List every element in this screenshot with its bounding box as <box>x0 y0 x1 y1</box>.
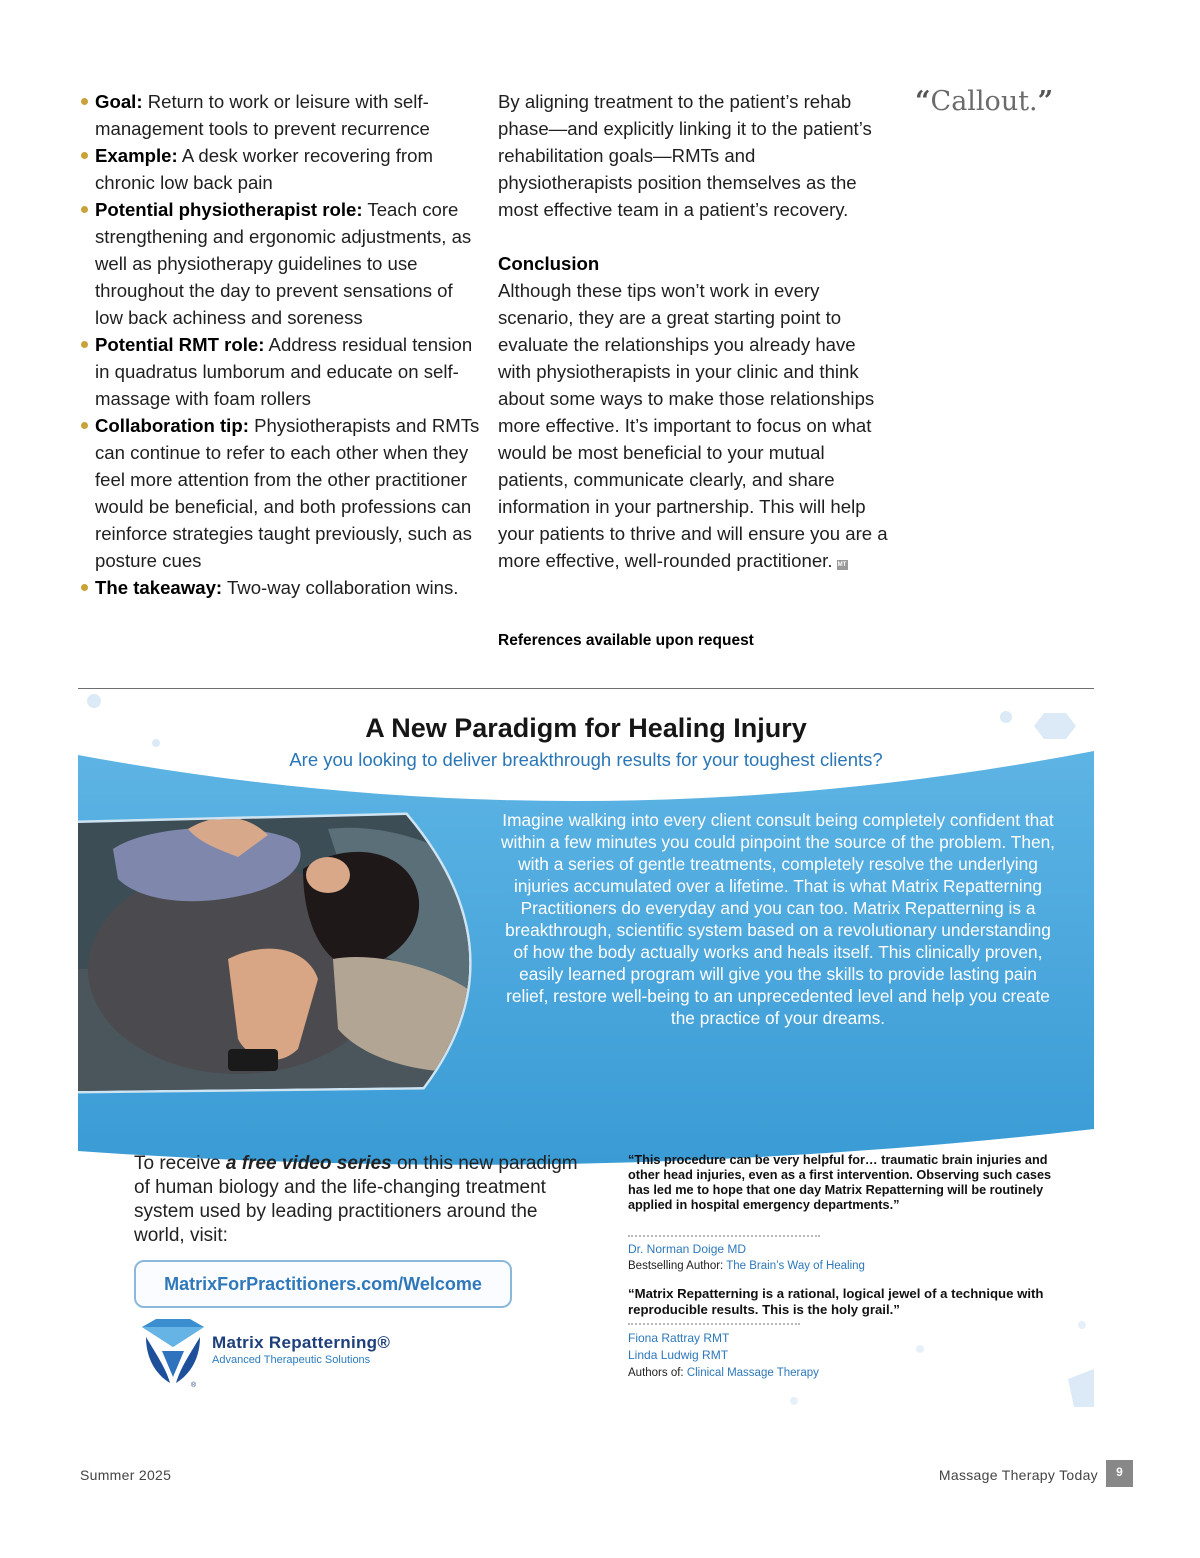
cta-prefix: To receive <box>134 1153 226 1174</box>
footer-publication: Massage Therapy Today <box>938 1467 1098 1483</box>
ad-brand-name: Matrix Repatterning® <box>212 1333 391 1352</box>
cta-suffix: on this new paradigm of human biology and the life-changing treatment system used by leading practitioners around the world, visit: <box>134 1153 578 1246</box>
ad-cta <box>134 1152 584 1248</box>
conclusion-heading: Conclusion <box>498 253 600 274</box>
list-item <box>80 574 480 601</box>
bullet-list <box>80 88 480 601</box>
cta-emphasis: a free video series <box>225 1153 392 1174</box>
list-item-text: Teach core strengthening and ergonomic adjustments, as well as physiotherapy guidelines to use throughout the day to prevent sensations of low back achiness and soreness <box>95 199 472 328</box>
registered-mark: ® <box>191 1382 197 1389</box>
ad-photo <box>78 809 548 1099</box>
list-item-text: Two-way collaboration wins. <box>222 577 459 598</box>
testimonial-authors <box>628 1330 729 1364</box>
references-note: References available upon request <box>498 632 754 649</box>
testimonial-author: Fiona Rattray RMT <box>628 1331 730 1345</box>
testimonial-role <box>628 1367 819 1379</box>
book-title: The Brain’s Way of Healing <box>726 1260 865 1272</box>
list-item-text: Return to work or leisure with self-management tools to prevent recurrence <box>95 91 430 139</box>
list-item-term: Example: <box>95 145 178 166</box>
conclusion-text: Although these tips won’t work in every scenario, they are a great starting point to evaluate the relationships you already have with physiotherapists in your clinic and think about some ways to make those relationships more effective. It’s important to focus on what would be most beneficial to your mutual patients, communicate clearly, and share information in your partnership. This will help your patients to thrive and will ensure you are a more effective, well-rounded practitioner. <box>498 280 888 571</box>
close-quote-icon: ” <box>1037 86 1054 117</box>
end-mark-icon: MT <box>837 562 847 568</box>
list-item-term: The takeaway: <box>95 577 223 598</box>
testimonial-role <box>628 1260 865 1272</box>
list-item <box>80 196 480 331</box>
ad-brand-tagline: Advanced Therapeutic Solutions <box>212 1354 371 1366</box>
open-quote-icon: “ <box>915 86 931 117</box>
left-column <box>80 88 480 601</box>
list-item-term: Collaboration tip: <box>95 415 249 436</box>
intro-paragraph: By aligning treatment to the patient’s rehab phase—and explicitly linking it to the patient’s rehabilitation goals—RMTs and physiotherapists position themselves as the most effective team in a patient’s recovery. <box>498 91 872 220</box>
role-label: Authors of: <box>628 1367 687 1379</box>
middle-column <box>498 88 890 574</box>
list-item-text: Address residual tension in quadratus lumborum and educate on self-massage with foam rollers <box>95 334 473 409</box>
list-item <box>80 88 480 142</box>
page-number: 9 <box>1106 1460 1133 1487</box>
list-item-term: Potential RMT role: <box>95 334 265 355</box>
testimonial-quote: “This procedure can be very helpful for… traumatic brain injuries and other head injuries, even as a first intervention. Observing such cases has led me to hope that one day Matrix Repatterning will be routinely applied in hospital emergency departments.” <box>628 1153 1052 1212</box>
list-item-term: Potential physiotherapist role: <box>95 199 363 220</box>
book-title: Clinical Massage Therapy <box>686 1367 819 1379</box>
list-item <box>80 331 480 412</box>
ad-subtitle: Are you looking to deliver breakthrough results for your toughest clients? <box>289 749 883 770</box>
conclusion-paragraph <box>498 277 890 574</box>
callout <box>915 86 1053 117</box>
callout-text: Callout. <box>930 86 1038 117</box>
list-item-text: Physiotherapists and RMTs can continue to refer to each other when they feel more attention from the other practitioner would be beneficial, and both professions can reinforce strategies taught previously, such as posture cues <box>95 415 480 571</box>
list-item-term: Goal: <box>95 91 143 112</box>
ad-title: A New Paradigm for Healing Injury <box>365 713 807 743</box>
ad-url-link[interactable]: MatrixForPractitioners.com/Welcome <box>134 1260 512 1308</box>
list-item <box>80 142 480 196</box>
advertisement <box>78 689 1094 1409</box>
testimonial-author: Linda Ludwig RMT <box>628 1348 729 1362</box>
dotted-divider <box>628 1235 820 1237</box>
role-label: Bestselling Author: <box>628 1260 727 1272</box>
dotted-divider <box>628 1323 800 1325</box>
list-item-text: A desk worker recovering from chronic low back pain <box>95 145 433 193</box>
testimonial-author: Dr. Norman Doige MD <box>628 1242 747 1256</box>
ad-body-text: Imagine walking into every client consult being completely confident that within a few minutes you could pinpoint the source of the problem. Then, with a series of gentle treatments, completely resolve the underlying injuries accumulated over a lifetime. That is what Matrix Repatterning Practitioners do everyday and you can too. Matrix Repatterning is a breakthrough, scientific system based on a revolutionary understanding of how the body actually works and heals itself. This clinically proven, easily learned program will give you the skills to provide lasting pain relief, restore well-being to an unprecedented level and help you create the practice of your dreams. <box>501 810 1055 1028</box>
footer-issue: Summer 2025 <box>80 1467 172 1483</box>
testimonial-quote: “Matrix Repatterning is a rational, logical jewel of a technique with reproducible results. This is the holy grail.” <box>628 1286 1044 1317</box>
list-item <box>80 412 480 574</box>
matrix-logo-icon <box>136 1317 210 1389</box>
